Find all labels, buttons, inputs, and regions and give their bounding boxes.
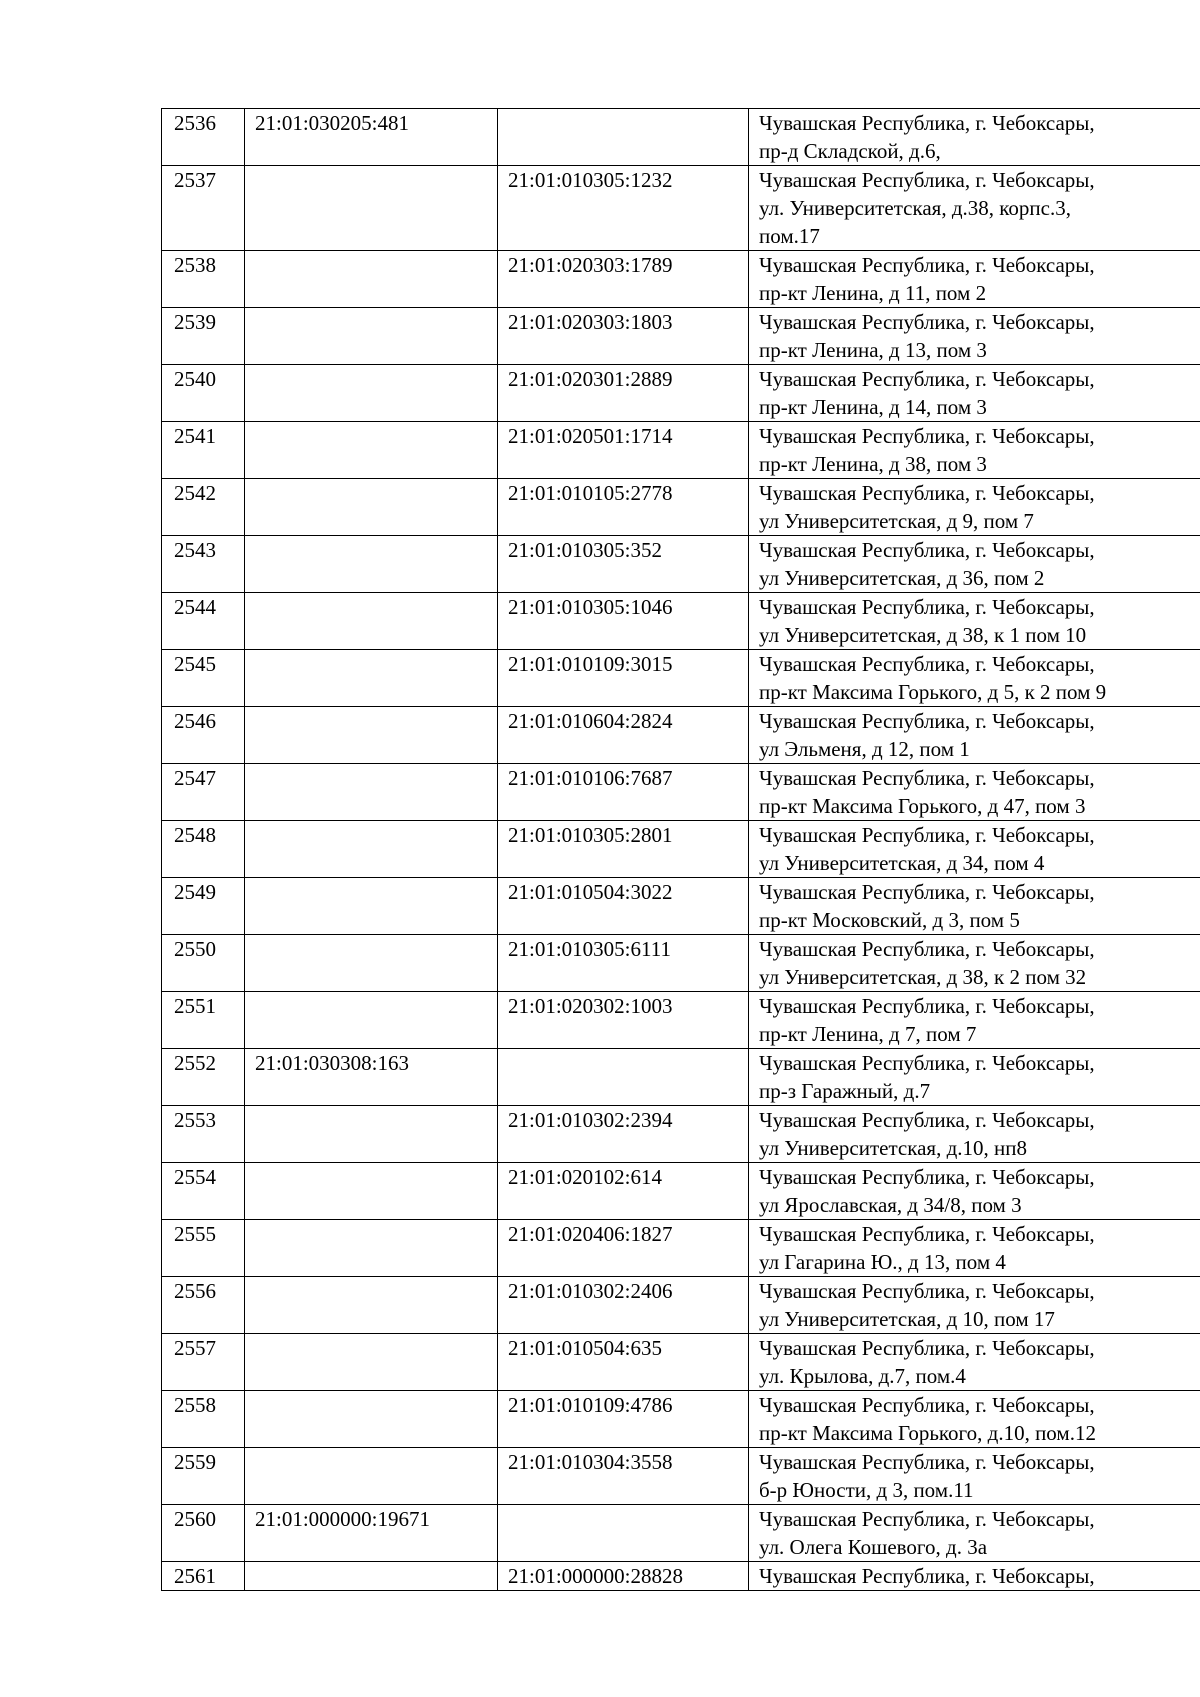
address-cell <box>749 1106 1200 1163</box>
row-number-cell: 2554 <box>162 1163 245 1220</box>
land-cadastral-number-cell <box>245 650 498 707</box>
address-line: Чувашская Республика, г. Чебоксары, <box>759 937 1095 961</box>
address-cell <box>749 251 1200 308</box>
land-cadastral-number-cell: 21:01:030205:481 <box>245 109 498 166</box>
land-cadastral-number-cell <box>245 821 498 878</box>
address-line: Чувашская Республика, г. Чебоксары, <box>759 1450 1095 1474</box>
row-number-cell: 2550 <box>162 935 245 992</box>
address-cell <box>749 479 1200 536</box>
address-line: пр-кт Максима Горького, д 47, пом 3 <box>759 794 1086 818</box>
table-row <box>162 1277 1200 1334</box>
address-line: ул Университетская, д.10, нп8 <box>759 1136 1028 1160</box>
address-cell <box>749 878 1200 935</box>
address-line: ул Университетская, д 38, к 2 пом 32 <box>759 965 1087 989</box>
address-line: Чувашская Республика, г. Чебоксары, <box>759 111 1095 135</box>
address-line: Чувашская Республика, г. Чебоксары, <box>759 709 1095 733</box>
address-cell <box>749 166 1200 251</box>
table-row <box>162 536 1200 593</box>
premises-cadastral-number-cell: 21:01:020303:1803 <box>498 308 749 365</box>
address-cell <box>749 365 1200 422</box>
table-row <box>162 308 1200 365</box>
land-cadastral-number-cell <box>245 1562 498 1591</box>
address-cell <box>749 593 1200 650</box>
address-line: ул. Университетская, д.38, корпс.3, <box>759 196 1071 220</box>
premises-cadastral-number-cell <box>498 1505 749 1562</box>
address-line: ул Ярославская, д 34/8, пом 3 <box>759 1193 1022 1217</box>
table-row <box>162 1163 1200 1220</box>
land-cadastral-number-cell <box>245 1220 498 1277</box>
row-number-cell: 2545 <box>162 650 245 707</box>
premises-cadastral-number-cell <box>498 1049 749 1106</box>
address-line: ул Университетская, д 10, пом 17 <box>759 1307 1055 1331</box>
row-number-cell: 2540 <box>162 365 245 422</box>
land-cadastral-number-cell: 21:01:030308:163 <box>245 1049 498 1106</box>
row-number-cell: 2561 <box>162 1562 245 1591</box>
table-row <box>162 1505 1200 1562</box>
row-number-cell: 2556 <box>162 1277 245 1334</box>
land-cadastral-number-cell: 21:01:000000:19671 <box>245 1505 498 1562</box>
row-number-cell: 2541 <box>162 422 245 479</box>
land-cadastral-number-cell <box>245 707 498 764</box>
address-cell <box>749 1391 1200 1448</box>
table-row <box>162 707 1200 764</box>
table-row <box>162 1334 1200 1391</box>
row-number-cell: 2552 <box>162 1049 245 1106</box>
table-row <box>162 935 1200 992</box>
premises-cadastral-number-cell: 21:01:010304:3558 <box>498 1448 749 1505</box>
address-line: Чувашская Республика, г. Чебоксары, <box>759 994 1095 1018</box>
premises-cadastral-number-cell: 21:01:010305:352 <box>498 536 749 593</box>
row-number-cell: 2551 <box>162 992 245 1049</box>
address-line: ул. Крылова, д.7, пом.4 <box>759 1364 966 1388</box>
row-number-cell: 2542 <box>162 479 245 536</box>
address-line: Чувашская Республика, г. Чебоксары, <box>759 424 1095 448</box>
address-line: пр-кт Ленина, д 38, пом 3 <box>759 452 987 476</box>
land-cadastral-number-cell <box>245 878 498 935</box>
land-cadastral-number-cell <box>245 935 498 992</box>
address-cell <box>749 1505 1200 1562</box>
address-line: пр-кт Ленина, д 7, пом 7 <box>759 1022 977 1046</box>
address-line: пр-кт Московский, д 3, пом 5 <box>759 908 1020 932</box>
premises-cadastral-number-cell: 21:01:010302:2394 <box>498 1106 749 1163</box>
registry-table <box>161 108 1200 1591</box>
land-cadastral-number-cell <box>245 479 498 536</box>
address-line: Чувашская Республика, г. Чебоксары, <box>759 168 1095 192</box>
address-line: Чувашская Республика, г. Чебоксары, <box>759 652 1095 676</box>
row-number-cell: 2536 <box>162 109 245 166</box>
land-cadastral-number-cell <box>245 166 498 251</box>
address-line: Чувашская Республика, г. Чебоксары, <box>759 1393 1095 1417</box>
premises-cadastral-number-cell: 21:01:010105:2778 <box>498 479 749 536</box>
table-row <box>162 1391 1200 1448</box>
address-line: ул Гагарина Ю., д 13, пом 4 <box>759 1250 1006 1274</box>
registry-table-body <box>162 109 1200 1591</box>
address-cell <box>749 308 1200 365</box>
address-cell <box>749 935 1200 992</box>
address-line: Чувашская Республика, г. Чебоксары, <box>759 766 1095 790</box>
address-line: пр-д Складской, д.6, <box>759 139 941 163</box>
table-row <box>162 878 1200 935</box>
premises-cadastral-number-cell: 21:01:020303:1789 <box>498 251 749 308</box>
address-line: пр-кт Максима Горького, д 5, к 2 пом 9 <box>759 680 1107 704</box>
address-line: пр-кт Максима Горького, д.10, пом.12 <box>759 1421 1096 1445</box>
address-cell <box>749 1562 1200 1591</box>
land-cadastral-number-cell <box>245 992 498 1049</box>
address-line: ул Эльменя, д 12, пом 1 <box>759 737 970 761</box>
address-line: Чувашская Республика, г. Чебоксары, <box>759 595 1095 619</box>
land-cadastral-number-cell <box>245 593 498 650</box>
address-line: Чувашская Республика, г. Чебоксары, <box>759 1165 1095 1189</box>
table-row <box>162 166 1200 251</box>
land-cadastral-number-cell <box>245 422 498 479</box>
row-number-cell: 2560 <box>162 1505 245 1562</box>
table-row <box>162 1049 1200 1106</box>
address-line: Чувашская Республика, г. Чебоксары, <box>759 880 1095 904</box>
row-number-cell: 2549 <box>162 878 245 935</box>
land-cadastral-number-cell <box>245 251 498 308</box>
address-line: Чувашская Республика, г. Чебоксары, <box>759 481 1095 505</box>
premises-cadastral-number-cell <box>498 109 749 166</box>
table-row <box>162 992 1200 1049</box>
address-line: ул. Олега Кошевого, д. 3а <box>759 1535 988 1559</box>
table-row <box>162 764 1200 821</box>
address-line: Чувашская Республика, г. Чебоксары, <box>759 1108 1095 1132</box>
row-number-cell: 2543 <box>162 536 245 593</box>
premises-cadastral-number-cell: 21:01:010604:2824 <box>498 707 749 764</box>
address-line: Чувашская Республика, г. Чебоксары, <box>759 823 1095 847</box>
address-line: пр-кт Ленина, д 13, пом 3 <box>759 338 987 362</box>
address-cell <box>749 992 1200 1049</box>
address-cell <box>749 1334 1200 1391</box>
row-number-cell: 2544 <box>162 593 245 650</box>
address-cell <box>749 422 1200 479</box>
premises-cadastral-number-cell: 21:01:010305:1232 <box>498 166 749 251</box>
table-row <box>162 109 1200 166</box>
land-cadastral-number-cell <box>245 1163 498 1220</box>
table-row <box>162 479 1200 536</box>
address-line: Чувашская Республика, г. Чебоксары, <box>759 1336 1095 1360</box>
table-row <box>162 1220 1200 1277</box>
premises-cadastral-number-cell: 21:01:020302:1003 <box>498 992 749 1049</box>
address-line: ул Университетская, д 36, пом 2 <box>759 566 1045 590</box>
land-cadastral-number-cell <box>245 1334 498 1391</box>
row-number-cell: 2558 <box>162 1391 245 1448</box>
premises-cadastral-number-cell: 21:01:010504:635 <box>498 1334 749 1391</box>
table-row <box>162 650 1200 707</box>
address-line: Чувашская Республика, г. Чебоксары, <box>759 1051 1095 1075</box>
address-cell <box>749 650 1200 707</box>
premises-cadastral-number-cell: 21:01:010106:7687 <box>498 764 749 821</box>
premises-cadastral-number-cell: 21:01:010109:3015 <box>498 650 749 707</box>
table-row <box>162 593 1200 650</box>
table-row <box>162 1448 1200 1505</box>
address-line: Чувашская Республика, г. Чебоксары, <box>759 367 1095 391</box>
row-number-cell: 2547 <box>162 764 245 821</box>
table-row <box>162 1106 1200 1163</box>
premises-cadastral-number-cell: 21:01:020102:614 <box>498 1163 749 1220</box>
address-line: пр-кт Ленина, д 11, пом 2 <box>759 281 987 305</box>
premises-cadastral-number-cell: 21:01:020406:1827 <box>498 1220 749 1277</box>
land-cadastral-number-cell <box>245 1106 498 1163</box>
address-line: Чувашская Республика, г. Чебоксары, <box>759 538 1095 562</box>
address-cell <box>749 1220 1200 1277</box>
premises-cadastral-number-cell: 21:01:010305:1046 <box>498 593 749 650</box>
row-number-cell: 2539 <box>162 308 245 365</box>
row-number-cell: 2559 <box>162 1448 245 1505</box>
row-number-cell: 2548 <box>162 821 245 878</box>
land-cadastral-number-cell <box>245 764 498 821</box>
address-line: ул Университетская, д 34, пом 4 <box>759 851 1045 875</box>
premises-cadastral-number-cell: 21:01:020301:2889 <box>498 365 749 422</box>
premises-cadastral-number-cell: 21:01:000000:28828 <box>498 1562 749 1591</box>
row-number-cell: 2555 <box>162 1220 245 1277</box>
table-row <box>162 1562 1200 1591</box>
premises-cadastral-number-cell: 21:01:010504:3022 <box>498 878 749 935</box>
land-cadastral-number-cell <box>245 1448 498 1505</box>
land-cadastral-number-cell <box>245 1391 498 1448</box>
row-number-cell: 2537 <box>162 166 245 251</box>
address-line: Чувашская Республика, г. Чебоксары, <box>759 310 1095 334</box>
table-row <box>162 821 1200 878</box>
address-cell <box>749 707 1200 764</box>
address-line: пом.17 <box>759 224 820 248</box>
land-cadastral-number-cell <box>245 365 498 422</box>
address-line: ул Университетская, д 9, пом 7 <box>759 509 1034 533</box>
address-cell <box>749 109 1200 166</box>
address-cell <box>749 1277 1200 1334</box>
row-number-cell: 2546 <box>162 707 245 764</box>
address-line: б-р Юности, д 3, пом.11 <box>759 1478 974 1502</box>
address-line: пр-кт Ленина, д 14, пом 3 <box>759 395 987 419</box>
land-cadastral-number-cell <box>245 308 498 365</box>
row-number-cell: 2553 <box>162 1106 245 1163</box>
address-cell <box>749 1163 1200 1220</box>
row-number-cell: 2557 <box>162 1334 245 1391</box>
address-line: Чувашская Республика, г. Чебоксары, <box>759 1507 1095 1531</box>
address-cell <box>749 536 1200 593</box>
address-line: Чувашская Республика, г. Чебоксары, <box>759 1279 1095 1303</box>
address-line: Чувашская Республика, г. Чебоксары, <box>759 253 1095 277</box>
premises-cadastral-number-cell: 21:01:010109:4786 <box>498 1391 749 1448</box>
premises-cadastral-number-cell: 21:01:010305:2801 <box>498 821 749 878</box>
premises-cadastral-number-cell: 21:01:010302:2406 <box>498 1277 749 1334</box>
address-line: Чувашская Республика, г. Чебоксары, <box>759 1222 1095 1246</box>
table-row <box>162 422 1200 479</box>
address-cell <box>749 764 1200 821</box>
address-line: пр-з Гаражный, д.7 <box>759 1079 931 1103</box>
premises-cadastral-number-cell: 21:01:020501:1714 <box>498 422 749 479</box>
address-line: Чувашская Республика, г. Чебоксары, <box>759 1564 1095 1588</box>
table-row <box>162 251 1200 308</box>
row-number-cell: 2538 <box>162 251 245 308</box>
address-cell <box>749 1049 1200 1106</box>
table-row <box>162 365 1200 422</box>
address-line: ул Университетская, д 38, к 1 пом 10 <box>759 623 1087 647</box>
address-cell <box>749 1448 1200 1505</box>
premises-cadastral-number-cell: 21:01:010305:6111 <box>498 935 749 992</box>
land-cadastral-number-cell <box>245 1277 498 1334</box>
address-cell <box>749 821 1200 878</box>
land-cadastral-number-cell <box>245 536 498 593</box>
